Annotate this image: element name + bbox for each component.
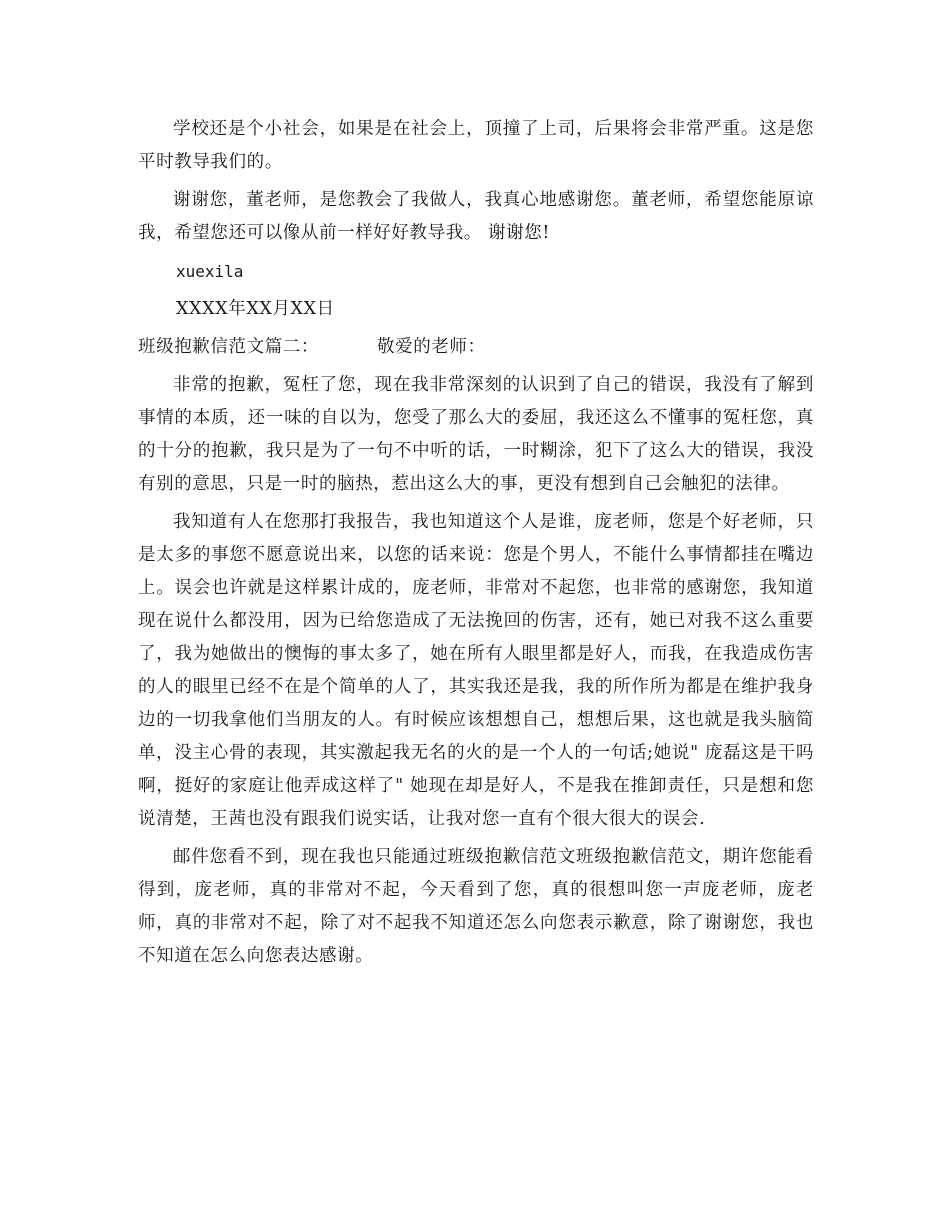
letter-body — [138, 113, 814, 978]
paragraph-apology: 非常的抱歉，冤枉了您，现在我非常深刻的认识到了自己的错误，我没有了解到事情的本质，还一味的自以为，您受了那么大的委屈，我还这么不懂事的冤枉您，真的十分的抱歉，我只是为了一句不中听的话，一时糊涂，犯下了这么大的错误，我没有别的意思，只是一时的脑热，惹出这么大的事，更没有想到自己会触犯的法律。 — [138, 375, 814, 494]
paragraph-thanks-teacher-dong: 谢谢您，董老师，是您教会了我做人，我真心地感谢您。董老师，希望您能原谅我，希望您还可以像从前一样好好教导我。 谢谢您! — [138, 190, 814, 243]
greeting: 敬爱的老师： — [377, 337, 486, 357]
section-heading — [138, 331, 814, 364]
paragraph-school-society: 学校还是个小社会，如果是在社会上，顶撞了上司，后果将会非常严重。这是您平时教导我们的。 — [138, 119, 814, 172]
date-line: XXXX年XX月XX日 — [176, 299, 335, 319]
section-title: 班级抱歉信范文篇二： — [138, 337, 319, 357]
paragraph-closing: 邮件您看不到，现在我也只能通过班级抱歉信范文班级抱歉信范文，期许您能看得到，庞老师，真的非常对不起，今天看到了您，真的很想叫您一声庞老师，庞老师，真的非常对不起，除了对不起我不知道还怎么向您表示歉意，除了谢谢您，我也不知道在怎么向您表达感谢。 — [138, 847, 814, 966]
paragraph-misunderstanding: 我知道有人在您那打我报告，我也知道这个人是谁，庞老师，您是个好老师，只是太多的事您不愿意说出来，以您的话来说：您是个男人，不能什么事情都挂在嘴边上。误会也许就是这样累计成的，庞老师，非常对不起您，也非常的感谢您，我知道现在说什么都没用，因为已给您造成了无法挽回的伤害，还有，她已对我不这么重要了，我为她做出的懊悔的事太多了，她在所有人眼里都是好人，而我，在我造成伤害的人的眼里已经不在是个简单的人了，其实我还是我，我的所作所为都是在维护我身边的一切我拿他们当朋友的人。有时候应该想想自己，想想后果，这也就是我头脑简单，没主心骨的表现，其实激起我无名的火的是一个人的一句话;她说" 庞磊这是干吗啊，挺好的家庭让他弄成这样了" 她现在却是好人，不是我在推卸责任，只是想和您说清楚，王茜也没有跟我们说实话，让我对您一直有个很大很大的误会. — [138, 512, 814, 829]
signature: xuexila — [176, 262, 244, 281]
